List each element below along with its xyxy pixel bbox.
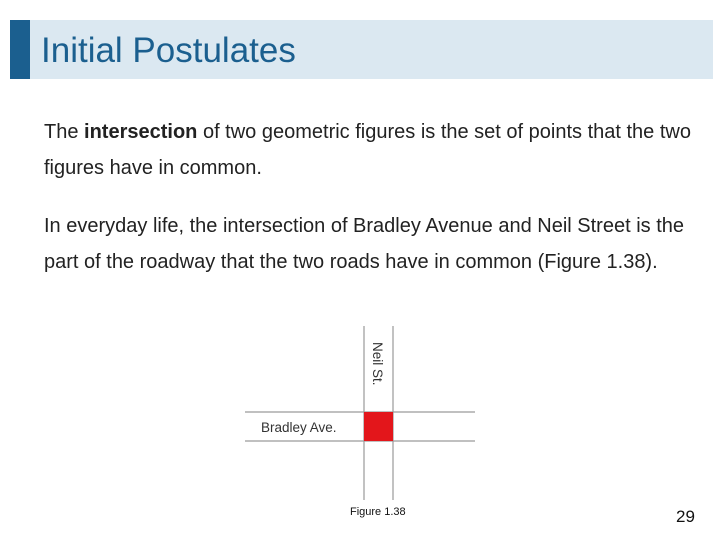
- intersection-diagram: [230, 322, 490, 532]
- intersection-region: [364, 412, 393, 441]
- slide-title: Initial Postulates: [41, 31, 296, 70]
- figure-caption: Figure 1.38: [350, 506, 406, 518]
- definition-term: intersection: [84, 121, 198, 143]
- bradley-avenue-label: Bradley Ave.: [261, 420, 337, 435]
- figure-intersection: [230, 322, 490, 532]
- title-accent-bar: [10, 20, 30, 79]
- definition-text-end: of two geometric figures is the set of points that the two figures have in common.: [44, 121, 691, 179]
- page-number: 29: [676, 507, 695, 526]
- definition-text-start: The: [44, 121, 85, 143]
- example-paragraph: In everyday life, the intersection of Bradley Avenue and Neil Street is the part of the roadway that the two roads have in common (Figure 1.38).: [44, 215, 684, 273]
- neil-street-label: Neil St.: [370, 342, 385, 386]
- title-bar: [10, 20, 713, 79]
- definition-paragraph: [44, 114, 694, 186]
